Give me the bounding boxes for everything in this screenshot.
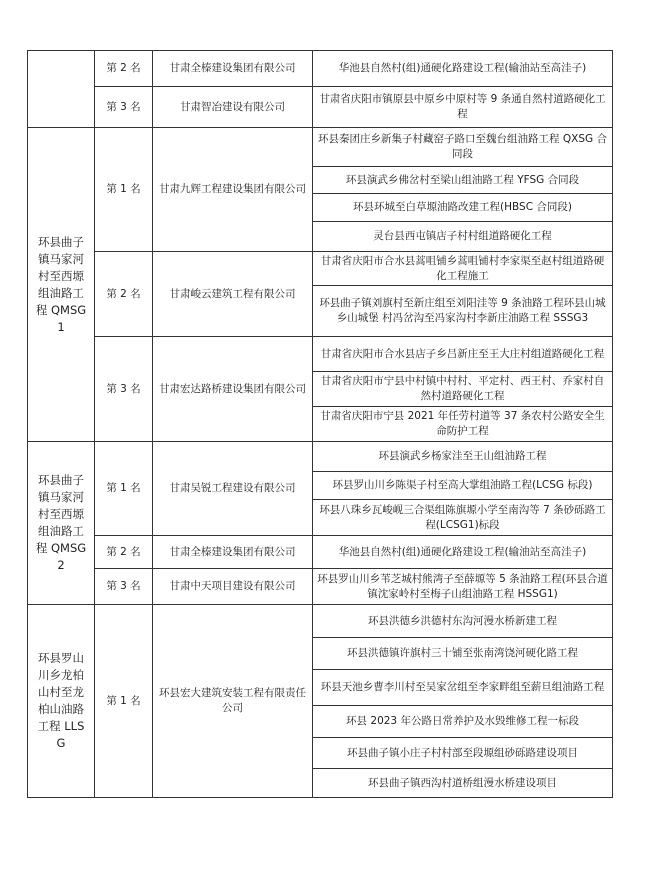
project-cell: 环县秦团庄乡新集子村藏窑子路口至魏台组油路工程 QXSG 合同段: [313, 128, 613, 167]
company-cell: 甘肃宏达路桥建设集团有限公司: [153, 337, 313, 442]
rank-cell: 第 1 名: [95, 442, 153, 536]
table-row: [28, 569, 613, 605]
project-cell: 环县曲子镇西沟村道桥组漫水桥建设项目: [313, 769, 613, 798]
project-cell: 环县 2023 年公路日常养护及水毁维修工程一标段: [313, 706, 613, 738]
rank-cell: 第 3 名: [95, 87, 153, 128]
project-cell: 灵台县西屯镇店子村村组道路硬化工程: [313, 222, 613, 252]
company-cell: 环县宏大建筑安装工程有限责任公司: [153, 605, 313, 798]
company-cell: 甘肃吴锐工程建设有限公司: [153, 442, 313, 536]
project-cell: 甘肃省庆阳市宁县中村镇中村村、平定村、西王村、乔家村自然村道路硬化工程: [313, 372, 613, 407]
section-name-cell: [28, 51, 95, 128]
rank-cell: 第 1 名: [95, 605, 153, 798]
company-cell: 甘肃峻云建筑工程有限公司: [153, 252, 313, 337]
project-cell: 甘肃省庆阳市合水县店子乡吕新庄至王大庄村组道路硬化工程: [313, 337, 613, 372]
project-cell: 甘肃省庆阳市镇原县中原乡中原村等 9 条通自然村道路硬化工程: [313, 87, 613, 128]
project-cell: 华池县自然村(组)通硬化路建设工程(输油站至高洼子): [313, 536, 613, 569]
company-cell: 甘肃全榛建设集团有限公司: [153, 51, 313, 87]
project-cell: 环县天池乡曹李川村至吴家岔组至李家畔组至薪旦组油路工程: [313, 670, 613, 706]
project-cell: 环县罗山川乡陈渠子村至高大掌组油路工程(LCSG 标段): [313, 472, 613, 500]
table-row: [28, 337, 613, 372]
table-row: [28, 51, 613, 87]
project-cell: 环县曲子镇小庄子村村部至段塬组砂砾路建设项目: [313, 738, 613, 769]
section-name-cell: 环县曲子镇马家河村至西塬组油路工程 QMSG1: [28, 128, 95, 442]
project-cell: 甘肃省庆阳市合水县蒿咀铺乡蒿咀铺村李家渠至赵村组道路硬化工程施工: [313, 252, 613, 286]
company-cell: 甘肃智冶建设有限公司: [153, 87, 313, 128]
company-cell: 甘肃全榛建设集团有限公司: [153, 536, 313, 569]
company-cell: 甘肃中天项目建设有限公司: [153, 569, 313, 605]
project-cell: 环县洪德乡洪德村东沟河漫水桥新建工程: [313, 605, 613, 638]
project-cell: 环县演武乡佛岔村至梁山组油路工程 YFSG 合同段: [313, 167, 613, 194]
project-cell: 环县八珠乡瓦峻岘三合渠组陈旗塬小学至南沟等 7 条砂砾路工程(LCSG1)标段: [313, 500, 613, 536]
ranking-table: [27, 50, 613, 798]
section-name-cell: 环县曲子镇马家河村至西塬组油路工程 QMSG2: [28, 442, 95, 605]
project-cell: 甘肃省庆阳市宁县 2021 年任劳村道等 37 条农村公路安全生命防护工程: [313, 407, 613, 442]
project-cell: 华池县自然村(组)通硬化路建设工程(输油站至高洼子): [313, 51, 613, 87]
rank-cell: 第 2 名: [95, 536, 153, 569]
project-cell: 环县洪德镇许旗村三十铺至张南湾饶河硬化路工程: [313, 638, 613, 670]
table-row: [28, 536, 613, 569]
project-cell: 环县罗山川乡苇芝城村熊湾子至薛塬等 5 条油路工程(环县合道 镇沈家岭村至梅子山组油路工程 HSSG1): [313, 569, 613, 605]
rank-cell: 第 3 名: [95, 337, 153, 442]
table-row: [28, 442, 613, 472]
rank-cell: 第 2 名: [95, 51, 153, 87]
section-name-cell: 环县罗山川乡龙柏山村至龙柏山油路工程 LLSG: [28, 605, 95, 798]
project-cell: 环县曲子镇刘旗村至新庄组至刘阳洼等 9 条油路工程环县山城乡山城堡 村冯岔沟至冯家沟村李新庄油路工程 SSSG3: [313, 286, 613, 337]
table-row: [28, 128, 613, 167]
rank-cell: 第 2 名: [95, 252, 153, 337]
project-cell: 环县环城至白草塬油路改建工程(HBSC 合同段): [313, 194, 613, 222]
table-row: [28, 605, 613, 638]
table-row: [28, 252, 613, 286]
rank-cell: 第 3 名: [95, 569, 153, 605]
table-row: [28, 87, 613, 128]
rank-cell: 第 1 名: [95, 128, 153, 252]
company-cell: 甘肃九辉工程建设集团有限公司: [153, 128, 313, 252]
project-cell: 环县演武乡杨家洼至王山组油路工程: [313, 442, 613, 472]
